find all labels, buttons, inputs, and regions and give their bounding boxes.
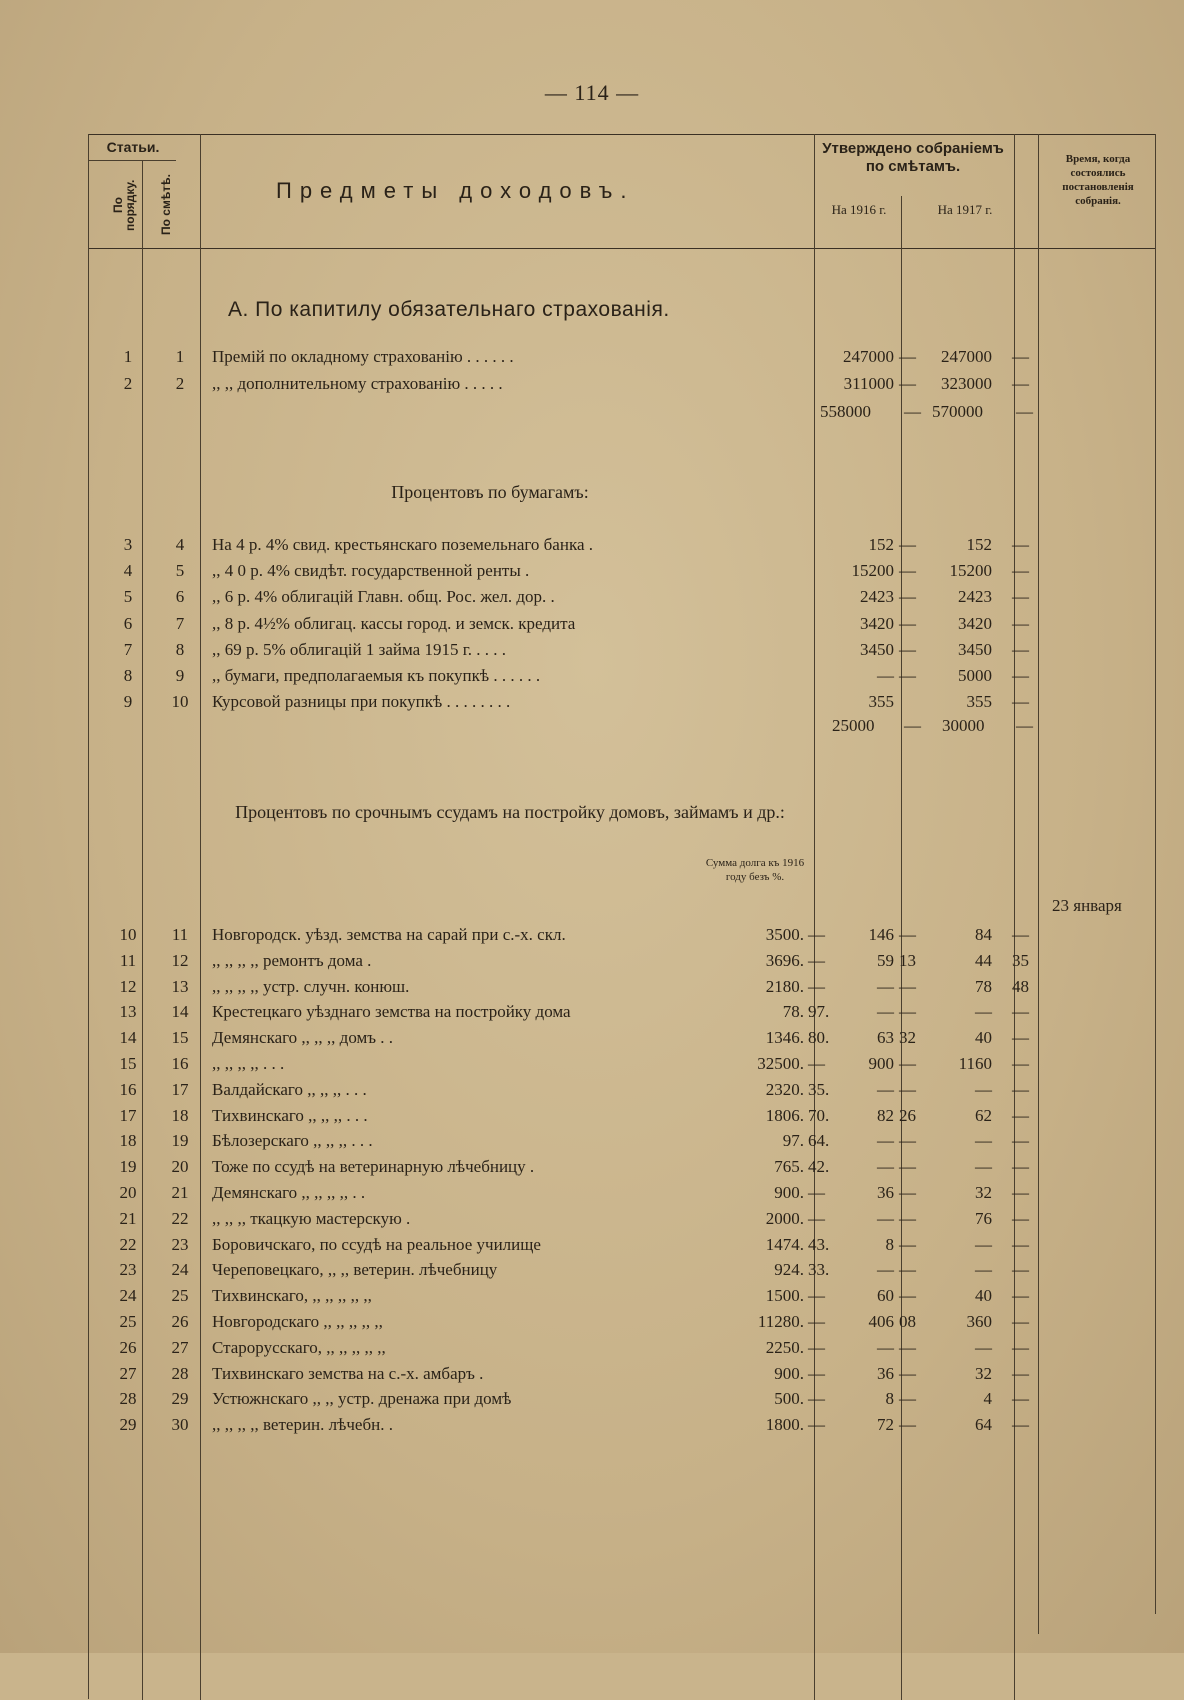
- row-number: 17: [119, 1105, 137, 1125]
- estimate-number: 28: [171, 1363, 189, 1383]
- debt-kopecks: 35.: [808, 1079, 830, 1099]
- value-1916-kopecks: 32: [899, 1028, 916, 1048]
- value-1916: —: [877, 1157, 894, 1177]
- debt-amount: 2250.: [765, 1337, 804, 1357]
- row-description: Бѣлозерскаго ,, ,, ,, . . .: [212, 1131, 373, 1151]
- debt-amount: 2180.: [765, 976, 804, 996]
- table-row: [0, 1412, 1184, 1438]
- row-number: 26: [119, 1337, 137, 1357]
- value-1917-kopecks: —: [1012, 1312, 1029, 1331]
- value-1916: —: [877, 1337, 894, 1357]
- table-row: [0, 1206, 1184, 1232]
- value-1916: —: [877, 976, 894, 996]
- time-note: 23 января: [1052, 896, 1122, 915]
- row-number: 21: [119, 1208, 137, 1228]
- value-1916-kopecks: 13: [899, 950, 916, 970]
- value-1916: —: [877, 1260, 894, 1280]
- section-a-title: А. По капитилу обязательнаго страхованія.: [228, 298, 670, 321]
- value-1917: 15200: [949, 561, 992, 581]
- row-number: 18: [119, 1131, 137, 1151]
- estimate-number: 17: [171, 1079, 189, 1099]
- value-1917-kopecks: —: [1012, 561, 1029, 581]
- value-1917-kopecks: —: [1012, 613, 1029, 633]
- total-a-1917: 570000: [932, 402, 983, 421]
- debt-amount: 97.: [782, 1131, 804, 1151]
- value-1916: 355: [868, 692, 894, 712]
- section-c-title: Процентовъ по срочнымъ ссудамъ на постройку домовъ, займамъ и др.:: [235, 802, 785, 822]
- value-1916-kopecks: —: [899, 535, 916, 554]
- row-number: 19: [119, 1157, 137, 1177]
- table-row: [0, 1386, 1184, 1412]
- value-1916-kopecks: —: [899, 347, 916, 366]
- row-number: 29: [119, 1415, 137, 1435]
- table-row: [0, 948, 1184, 974]
- row-description: На 4 р. 4% свид. крестьянскаго поземельнаго банка .: [212, 535, 593, 554]
- row-number: 8: [123, 666, 133, 685]
- table-row: [0, 1309, 1184, 1335]
- row-description: Тихвинскаго ,, ,, ,, . . .: [212, 1105, 368, 1125]
- debt-amount: 500.: [774, 1389, 804, 1409]
- row-description: ,, ,, ,, ткацкую мастерскую .: [212, 1208, 411, 1228]
- table-row: [0, 663, 1184, 689]
- row-description: ,, 4 0 р. 4% свидѣт. государственной ренты .: [212, 561, 530, 581]
- row-number: 22: [119, 1234, 137, 1254]
- debt-amount: 900.: [774, 1363, 804, 1383]
- estimate-number: 11: [171, 925, 189, 944]
- estimate-number: 6: [175, 587, 185, 607]
- row-number: 15: [119, 1054, 137, 1073]
- value-1917: 360: [966, 1312, 992, 1331]
- debt-kopecks: 70.: [808, 1105, 830, 1125]
- value-1917: 152: [966, 535, 992, 554]
- value-1916-kopecks: —: [899, 1260, 916, 1280]
- value-1917-kopecks: —: [1012, 1079, 1029, 1099]
- value-1916-kopecks: —: [899, 1183, 916, 1202]
- row-number: 2: [123, 374, 133, 393]
- estimate-number: 24: [171, 1260, 189, 1280]
- estimate-number: 2: [175, 374, 185, 393]
- value-1916-kopecks: —: [899, 925, 916, 944]
- debt-kopecks: —: [808, 1415, 825, 1435]
- debt-kopecks: —: [808, 1286, 825, 1306]
- value-1916: 146: [868, 925, 894, 944]
- value-1917: 40: [975, 1028, 992, 1048]
- header-po-smete: По смѣтѣ.: [159, 174, 173, 236]
- debt-amount: 1806.: [765, 1105, 804, 1125]
- row-number: 5: [123, 587, 133, 607]
- value-1917: 3420: [958, 613, 992, 633]
- row-description: Тихвинскаго земства на с.-х. амбаръ .: [212, 1363, 484, 1383]
- value-1917-kopecks: —: [1012, 535, 1029, 554]
- value-1916-kopecks: —: [899, 1286, 916, 1306]
- total-a-1916-kop: —: [904, 402, 921, 421]
- table-title: Предметы доходовъ.: [276, 178, 635, 203]
- header-year-1917: На 1917 г.: [937, 202, 993, 217]
- row-description: Старорусскаго, ,, ,, ,, ,, ,,: [212, 1337, 386, 1357]
- header-approved: Утверждено собраніемъ по смѣтамъ.: [822, 140, 1004, 175]
- table-row: [0, 558, 1184, 584]
- value-1916-kopecks: —: [899, 666, 916, 685]
- value-1916: 406: [868, 1312, 894, 1331]
- row-number: 6: [123, 613, 133, 633]
- value-1916-kopecks: —: [899, 1415, 916, 1435]
- row-number: 9: [123, 692, 133, 712]
- value-1917-kopecks: —: [1012, 1337, 1029, 1357]
- value-1916: —: [877, 1208, 894, 1228]
- debt-amount: 1474.: [765, 1234, 804, 1254]
- debt-kopecks: 43.: [808, 1234, 830, 1254]
- row-number: 28: [119, 1389, 137, 1409]
- value-1916-kopecks: —: [899, 1002, 916, 1022]
- estimate-number: 16: [171, 1054, 189, 1073]
- row-description: Боровичскаго, по ссудѣ на реальное училище: [212, 1234, 541, 1254]
- value-1917: 44: [975, 950, 992, 970]
- table-row: [0, 584, 1184, 610]
- value-1916: —: [877, 1079, 894, 1099]
- value-1917: 84: [975, 925, 992, 944]
- debt-header: Сумма долга къ 1916 году безъ %.: [705, 857, 805, 883]
- table-row: [0, 1257, 1184, 1283]
- value-1917: —: [975, 1337, 992, 1357]
- value-1917-kopecks: —: [1012, 1260, 1029, 1280]
- value-1917: 3450: [958, 639, 992, 659]
- debt-kopecks: —: [808, 1363, 825, 1383]
- table-row: [0, 999, 1184, 1025]
- row-number: 13: [119, 1002, 137, 1022]
- value-1916-kopecks: —: [899, 1079, 916, 1099]
- value-1917: 2423: [958, 587, 992, 607]
- estimate-number: 29: [171, 1389, 189, 1409]
- total-b-1917: 30000: [942, 716, 985, 735]
- estimate-number: 7: [175, 613, 185, 633]
- stati-rule: [88, 160, 176, 161]
- estimate-number: 25: [171, 1286, 189, 1306]
- estimate-number: 12: [171, 950, 189, 970]
- row-description: ,, 8 р. 4½% облигац. кассы город. и земск. кредита: [212, 613, 576, 633]
- value-1917-kopecks: —: [1012, 347, 1029, 366]
- table-row: [0, 1025, 1184, 1051]
- estimate-number: 19: [171, 1131, 189, 1151]
- value-1917-kopecks: —: [1012, 587, 1029, 607]
- value-1917-kopecks: —: [1012, 639, 1029, 659]
- table-row: [0, 1051, 1184, 1077]
- value-1916: 60: [877, 1286, 894, 1306]
- value-1916-kopecks: —: [899, 1054, 916, 1073]
- value-1917: 1160: [958, 1054, 992, 1073]
- total-a-1917-kop: —: [1016, 402, 1033, 421]
- value-1917-kopecks: —: [1012, 1002, 1029, 1022]
- debt-kopecks: —: [808, 976, 825, 996]
- row-description: Устюжнскаго ,, ,, устр. дренажа при домѣ: [212, 1389, 512, 1409]
- value-1916: 900: [868, 1054, 894, 1073]
- row-description: Премій по окладному страхованію . . . . . .: [212, 347, 514, 366]
- value-1916: —: [877, 666, 894, 685]
- value-1917: 62: [975, 1105, 992, 1125]
- table-row: [0, 1154, 1184, 1180]
- value-1916: 3420: [860, 613, 894, 633]
- debt-amount: 3696.: [765, 950, 804, 970]
- total-b-1917-kop: —: [1016, 716, 1033, 735]
- value-1916-kopecks: —: [899, 374, 916, 393]
- debt-kopecks: —: [808, 1389, 825, 1409]
- estimate-number: 27: [171, 1337, 189, 1357]
- debt-amount: 1800.: [765, 1415, 804, 1435]
- estimate-number: 14: [171, 1002, 189, 1022]
- table-row: [0, 974, 1184, 1000]
- value-1916-kopecks: —: [899, 1208, 916, 1228]
- debt-amount: 1346.: [765, 1028, 804, 1048]
- value-1916: 63: [877, 1028, 894, 1048]
- row-description: Крестецкаго уѣзднаго земства на постройку дома: [212, 1002, 571, 1022]
- header-time-col: Время, когда состоялись постановленія собранія.: [1062, 153, 1134, 207]
- value-1917-kopecks: —: [1012, 374, 1029, 393]
- row-description: ,, ,, ,, ,, . . .: [212, 1054, 285, 1073]
- debt-amount: 765.: [774, 1157, 804, 1177]
- total-a-1916: 558000: [820, 402, 871, 421]
- row-description: Курсовой разницы при покупкѣ . . . . . . . .: [212, 692, 511, 712]
- estimate-number: 13: [171, 976, 189, 996]
- debt-kopecks: —: [808, 1312, 825, 1331]
- row-number: 3: [123, 535, 133, 554]
- debt-amount: 11280.: [757, 1312, 804, 1331]
- row-number: 11: [119, 950, 137, 970]
- estimate-number: 15: [171, 1028, 189, 1048]
- row-description: Демянскаго ,, ,, ,, ,, . .: [212, 1183, 366, 1202]
- value-1917-kopecks: —: [1012, 1208, 1029, 1228]
- value-1917: 323000: [941, 374, 992, 393]
- value-1916: 152: [868, 535, 894, 554]
- header-year-1916: На 1916 г.: [831, 202, 887, 217]
- value-1916-kopecks: —: [899, 1389, 916, 1409]
- debt-kopecks: 33.: [808, 1260, 830, 1280]
- row-number: 20: [119, 1183, 137, 1202]
- value-1916: 82: [877, 1105, 894, 1125]
- header-top-rule: [88, 134, 1156, 135]
- row-number: 24: [119, 1286, 137, 1306]
- header-po-poryadku: По порядку.: [111, 179, 137, 231]
- value-1917: 64: [975, 1415, 992, 1435]
- total-b-1916-kop: —: [904, 716, 921, 735]
- value-1917: 40: [975, 1286, 992, 1306]
- debt-kopecks: 42.: [808, 1157, 830, 1177]
- value-1917-kopecks: —: [1012, 1131, 1029, 1151]
- value-1916: 247000: [843, 347, 894, 366]
- value-1916-kopecks: —: [899, 1157, 916, 1177]
- estimate-number: 21: [171, 1183, 189, 1202]
- total-b-1916: 25000: [832, 716, 875, 735]
- debt-kopecks: 64.: [808, 1131, 830, 1151]
- value-1917: —: [975, 1079, 992, 1099]
- value-1917: —: [975, 1260, 992, 1280]
- value-1917-kopecks: —: [1012, 692, 1029, 712]
- value-1917: 32: [975, 1363, 992, 1383]
- value-1917: 32: [975, 1183, 992, 1202]
- value-1916: 36: [877, 1183, 894, 1202]
- table-row: [0, 611, 1184, 637]
- debt-amount: 78.: [782, 1002, 804, 1022]
- estimate-number: 26: [171, 1312, 189, 1331]
- debt-amount: 900.: [774, 1183, 804, 1202]
- table-row: [0, 1361, 1184, 1387]
- value-1917-kopecks: 35: [1012, 950, 1029, 970]
- value-1917-kopecks: —: [1012, 1054, 1029, 1073]
- row-description: Демянскаго ,, ,, ,, домъ . .: [212, 1028, 394, 1048]
- debt-amount: 2320.: [765, 1079, 804, 1099]
- estimate-number: 30: [171, 1415, 189, 1435]
- table-row: [0, 1180, 1184, 1206]
- value-1916-kopecks: 26: [899, 1105, 916, 1125]
- value-1917-kopecks: —: [1012, 1363, 1029, 1383]
- value-1916-kopecks: 08: [899, 1312, 916, 1331]
- value-1917: —: [975, 1234, 992, 1254]
- value-1917-kopecks: —: [1012, 1415, 1029, 1435]
- value-1916-kopecks: —: [899, 639, 916, 659]
- estimate-number: 8: [175, 639, 185, 659]
- row-description: Тоже по ссудѣ на ветеринарную лѣчебницу .: [212, 1157, 535, 1177]
- estimate-number: 10: [171, 692, 189, 712]
- row-description: ,, 69 р. 5% облигацій 1 займа 1915 г. . . . .: [212, 639, 507, 659]
- value-1917: 78: [975, 976, 992, 996]
- value-1916: 311000: [843, 374, 894, 393]
- row-description: ,, 6 р. 4% облигацій Главн. общ. Рос. жел. дор. .: [212, 587, 555, 607]
- estimate-number: 23: [171, 1234, 189, 1254]
- value-1917: 247000: [941, 347, 992, 366]
- value-1917-kopecks: —: [1012, 1286, 1029, 1306]
- header-bottom-rule: [88, 248, 1156, 249]
- row-description: ,, ,, ,, ,, ремонтъ дома .: [212, 950, 372, 970]
- value-1916: 3450: [860, 639, 894, 659]
- value-1917: 4: [983, 1389, 992, 1409]
- table-row: [0, 1335, 1184, 1361]
- row-description: Новгородск. уѣзд. земства на сарай при с.-х. скл.: [212, 925, 566, 944]
- table-row: [0, 1283, 1184, 1309]
- row-description: Валдайскаго ,, ,, ,, . . .: [212, 1079, 367, 1099]
- header-stati: Статьи.: [106, 139, 160, 155]
- row-description: ,, ,, ,, ,, устр. случн. конюш.: [212, 976, 410, 996]
- section-b-title: Процентовъ по бумагамъ:: [391, 482, 589, 502]
- value-1916-kopecks: —: [899, 1131, 916, 1151]
- value-1917-kopecks: —: [1012, 1157, 1029, 1177]
- value-1916: —: [877, 1131, 894, 1151]
- value-1916-kopecks: —: [899, 1363, 916, 1383]
- value-1916: 2423: [860, 587, 894, 607]
- value-1917-kopecks: —: [1012, 1105, 1029, 1125]
- value-1916: 36: [877, 1363, 894, 1383]
- value-1917-kopecks: 48: [1012, 976, 1029, 996]
- value-1917-kopecks: —: [1012, 1389, 1029, 1409]
- table-row: [0, 922, 1184, 948]
- table-row: [0, 1232, 1184, 1258]
- debt-amount: 1500.: [765, 1286, 804, 1306]
- row-description: ,, бумаги, предполагаемыя къ покупкѣ . . . . . .: [212, 666, 541, 685]
- debt-kopecks: —: [808, 925, 825, 944]
- value-1917-kopecks: —: [1012, 1028, 1029, 1048]
- value-1917: 355: [966, 692, 992, 712]
- value-1916: 15200: [851, 561, 894, 581]
- estimate-number: 22: [171, 1208, 189, 1228]
- value-1917: —: [975, 1157, 992, 1177]
- debt-amount: 32500.: [757, 1054, 804, 1073]
- estimate-number: 5: [175, 561, 185, 581]
- row-number: 7: [123, 639, 133, 659]
- row-description: Тихвинскаго, ,, ,, ,, ,, ,,: [212, 1286, 372, 1306]
- value-1916-kopecks: —: [899, 1337, 916, 1357]
- value-1916-kopecks: —: [899, 587, 916, 607]
- estimate-number: 18: [171, 1105, 189, 1125]
- table-row: [0, 1103, 1184, 1129]
- row-number: 12: [119, 976, 137, 996]
- debt-kopecks: —: [808, 1054, 825, 1073]
- row-number: 1: [123, 347, 133, 366]
- table-row: [0, 689, 1184, 715]
- page-number: — 114 —: [544, 80, 640, 105]
- value-1916-kopecks: —: [899, 613, 916, 633]
- row-number: 16: [119, 1079, 137, 1099]
- row-description: Череповецкаго, ,, ,, ветерин. лѣчебницу: [212, 1260, 498, 1280]
- value-1916-kopecks: —: [899, 976, 916, 996]
- value-1917: —: [975, 1131, 992, 1151]
- debt-kopecks: —: [808, 1208, 825, 1228]
- value-1916: 59: [877, 950, 894, 970]
- table-row: [0, 532, 1184, 558]
- value-1917-kopecks: —: [1012, 1183, 1029, 1202]
- debt-kopecks: —: [808, 950, 825, 970]
- debt-amount: 924.: [774, 1260, 804, 1280]
- value-1916-kopecks: —: [899, 1234, 916, 1254]
- row-number: 14: [119, 1028, 137, 1048]
- value-1916: 72: [877, 1415, 894, 1435]
- row-number: 27: [119, 1363, 137, 1383]
- debt-amount: 2000.: [765, 1208, 804, 1228]
- estimate-number: 20: [171, 1157, 189, 1177]
- table-row: [0, 637, 1184, 663]
- debt-kopecks: 80.: [808, 1028, 830, 1048]
- row-description: ,, ,, ,, ,, ветерин. лѣчебн. .: [212, 1415, 393, 1435]
- value-1917: —: [975, 1002, 992, 1022]
- debt-kopecks: —: [808, 1337, 825, 1357]
- value-1917: 5000: [958, 666, 992, 685]
- value-1917-kopecks: —: [1012, 1234, 1029, 1254]
- value-1917-kopecks: —: [1012, 666, 1029, 685]
- estimate-number: 9: [175, 666, 185, 685]
- row-number: 25: [119, 1312, 137, 1331]
- value-1917: 76: [975, 1208, 992, 1228]
- debt-kopecks: —: [808, 1183, 825, 1202]
- row-description: ,, ,, дополнительному страхованію . . . . .: [212, 374, 503, 393]
- debt-kopecks: 97.: [808, 1002, 830, 1022]
- estimate-number: 1: [175, 347, 185, 366]
- row-number: 23: [119, 1260, 137, 1280]
- table-row: [0, 1077, 1184, 1103]
- value-1916: 8: [885, 1234, 894, 1254]
- debt-amount: 3500.: [765, 925, 804, 944]
- value-1916: —: [877, 1002, 894, 1022]
- value-1916-kopecks: —: [899, 561, 916, 581]
- row-number: 4: [123, 561, 133, 581]
- estimate-number: 4: [175, 535, 185, 554]
- table-row: [0, 344, 1184, 370]
- table-row: [0, 1128, 1184, 1154]
- value-1917-kopecks: —: [1012, 925, 1029, 944]
- table-row: [0, 371, 1184, 397]
- row-number: 10: [119, 925, 137, 944]
- row-description: Новгородскаго ,, ,, ,, ,, ,,: [212, 1312, 383, 1331]
- value-1916: 8: [885, 1389, 894, 1409]
